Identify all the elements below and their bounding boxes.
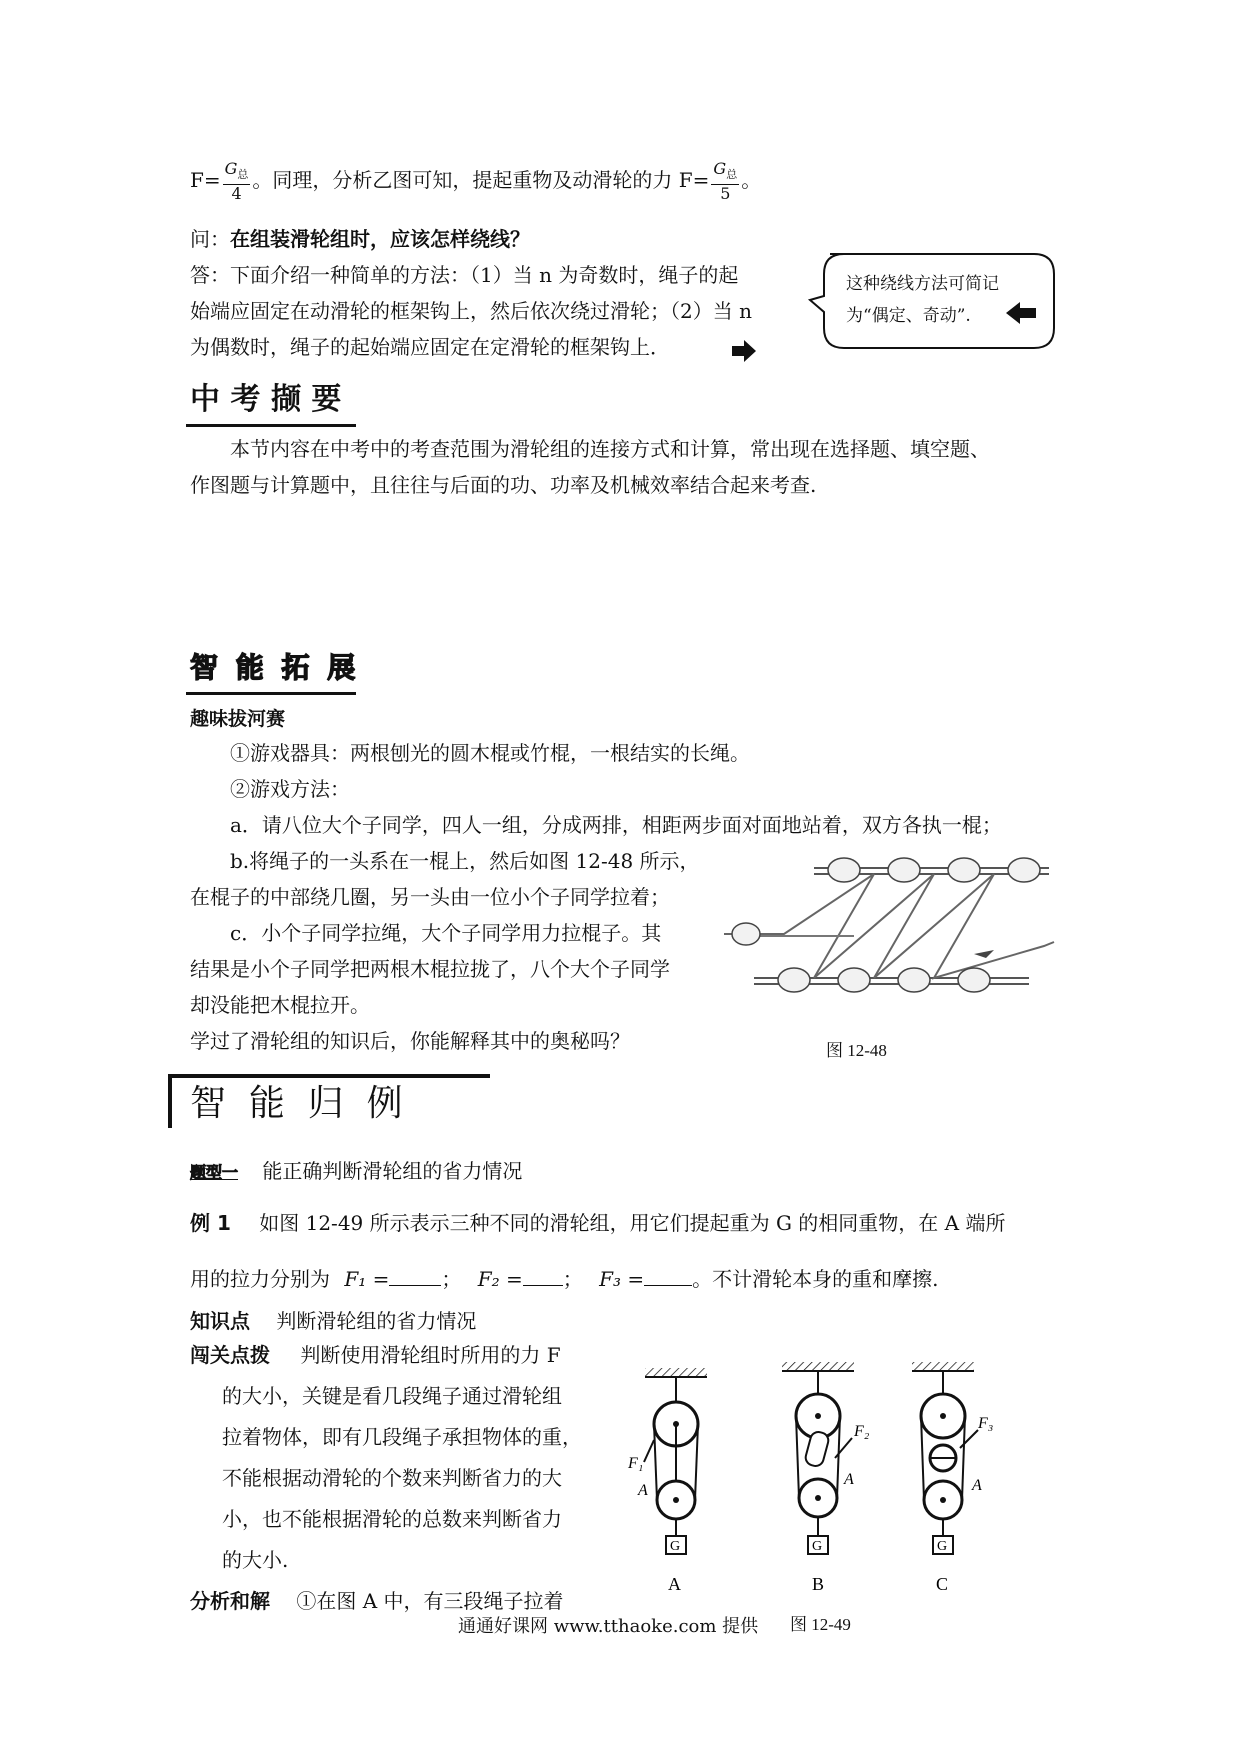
- f1-label: F₁ =: [344, 1267, 390, 1291]
- hint-line-4: 不能根据动滑轮的个数来判断省力的大: [222, 1466, 562, 1490]
- extension-line-2: ②游戏方法：: [230, 777, 350, 801]
- f1-blank: [389, 1263, 441, 1286]
- callout-text: 这种绕线方法可简记 为“偶定、奇动”.: [846, 274, 999, 326]
- pulley-system-b: [782, 1362, 870, 1594]
- question-line: 问：在组装滑轮组时，应该怎样绕线？: [190, 227, 530, 251]
- extension-line-3: a．请八位大个子同学，四人一组，分成两排，相距两步面对面地站着，双方各执一棍；: [230, 813, 1002, 837]
- extension-line-9: 学过了滑轮组的知识后，你能解释其中的奥秘吗？: [190, 1029, 630, 1053]
- hint-line-5: 小，也不能根据滑轮的总数来判断省力: [222, 1507, 562, 1531]
- footer-text: 通通好课网 www.tthaoke.com 提供: [458, 1616, 759, 1637]
- svg-text:A: A: [844, 1471, 854, 1488]
- example-line-1: 例 1 如图 12-49 所示表示三种不同的滑轮组，用它们提起重为 G 的相同重物，在 A 端所: [190, 1211, 1006, 1235]
- extension-line-8: 却没能把木棍拉开。: [190, 993, 370, 1017]
- answer-line-1: 答：下面介绍一种简单的方法：（1）当 n 为奇数时，绳子的起: [190, 263, 739, 287]
- formula-middle-text: 。同理，分析乙图可知，提起重物及动滑轮的力 F=: [252, 168, 710, 193]
- formula-line: F= $\frac{G_总}{4}$ 。同理，分析乙图可知，提起重物及动滑轮的力 F= $\frac{G_总}{5}$ 。: [190, 159, 762, 204]
- heading-left-rule: [168, 1074, 172, 1128]
- subtitle-tug-of-war: 趣味拔河赛: [190, 708, 286, 730]
- analysis-label: 分析和解: [190, 1589, 270, 1613]
- extension-line-7: 结果是小个子同学把两根木棍拉拢了，八个大个子同学: [190, 957, 670, 981]
- answer-line-2: 始端应固定在动滑轮的框架钩上，然后依次绕过滑轮；（2）当 n: [190, 299, 752, 323]
- svg-text:B: B: [812, 1574, 825, 1594]
- extension-line-6: c．小个子同学拉绳，大个子同学用力拉棍子。其: [230, 921, 662, 945]
- pulley-systems-figure: [630, 1340, 1040, 1630]
- f2-label: F₂ =: [477, 1267, 523, 1291]
- pulley-system-c: [912, 1362, 993, 1594]
- extension-line-5: 在棍子的中部绕几圈，另一头由一位小个子同学拉着；: [190, 885, 670, 909]
- question-text: 在组装滑轮组时，应该怎样绕线？: [230, 227, 530, 251]
- title-underline: [186, 692, 356, 695]
- f2-blank: [523, 1263, 563, 1286]
- hint-line-1: 闯关点拨 判断使用滑轮组时所用的力 F: [190, 1343, 561, 1367]
- example-line-2: 用的拉力分别为 F₁ = ； F₂ = ； F₃ = 。不计滑轮本身的重和摩擦.: [190, 1262, 938, 1296]
- extension-line-4: b.将绳子的一头系在一棍上，然后如图 12-48 所示，: [230, 849, 700, 873]
- title-underline: [186, 424, 356, 427]
- section-title-examples: 智 能 归 例: [190, 1083, 403, 1124]
- svg-text:F₃: F₃: [978, 1415, 994, 1432]
- formula-prefix: F=: [190, 168, 221, 193]
- figure-12-48-caption: 图 12-48: [826, 1041, 887, 1060]
- exam-summary-line-1: 本节内容在中考中的考查范围为滑轮组的连接方式和计算，常出现在选择题、填空题、: [230, 437, 990, 461]
- hint-line-2: 的大小，关键是看几段绳子通过滑轮组: [222, 1384, 562, 1408]
- f3-blank: [644, 1263, 692, 1286]
- fraction-g-total-5: $\frac{G_总}{5}$: [713, 159, 738, 204]
- section-title-extension: 智 能 拓 展: [190, 651, 360, 684]
- knowledge-label: 知识点: [190, 1309, 250, 1333]
- tug-of-war-figure: [724, 846, 1064, 996]
- hint-label: 闯关点拨: [190, 1343, 270, 1367]
- knowledge-line: 知识点 判断滑轮组的省力情况: [190, 1309, 477, 1333]
- fraction-g-total-4: $\frac{G_总}{4}$: [224, 159, 249, 204]
- exam-summary-line-2: 作图题与计算题中，且往往与后面的功、功率及机械效率结合起来考查.: [190, 473, 817, 497]
- svg-text:A: A: [638, 1482, 648, 1499]
- svg-text:F₁: F₁: [628, 1455, 644, 1472]
- example-label: 例 1: [190, 1211, 231, 1235]
- figure-12-49-caption: 图 12-49: [790, 1615, 851, 1634]
- f3-label: F₃ =: [599, 1267, 645, 1291]
- question-type-line: [190, 1154, 522, 1190]
- hint-line-6: 的大小.: [222, 1548, 289, 1572]
- svg-text:C: C: [936, 1574, 949, 1594]
- svg-text:A: A: [972, 1477, 982, 1494]
- extension-line-1: ①游戏器具：两根刨光的圆木棍或竹棍，一根结实的长绳。: [230, 741, 750, 765]
- svg-text:G: G: [670, 1539, 681, 1554]
- svg-text:G: G: [937, 1539, 948, 1554]
- hint-line-3: 拉着物体，即有几段绳子承担物体的重，: [222, 1425, 582, 1449]
- analysis-line: 分析和解 ①在图 A 中，有三段绳子拉着: [190, 1589, 564, 1613]
- svg-text:A: A: [668, 1574, 681, 1594]
- svg-text:G: G: [812, 1539, 823, 1554]
- answer-line-3: 为偶数时，绳子的起始端应固定在定滑轮的框架钩上．: [190, 335, 670, 359]
- question-type-tag: 题型一: [190, 1163, 239, 1182]
- pulley-system-a: [627, 1368, 707, 1594]
- section-title-exam-summary: 中 考 撷 要: [190, 382, 342, 417]
- heading-top-rule: [168, 1074, 490, 1078]
- question-type-text: 能正确判断滑轮组的省力情况: [262, 1159, 523, 1183]
- arrow-right-icon: [732, 340, 758, 362]
- svg-text:F₂: F₂: [854, 1423, 870, 1440]
- arrow-left-icon: [1006, 302, 1036, 324]
